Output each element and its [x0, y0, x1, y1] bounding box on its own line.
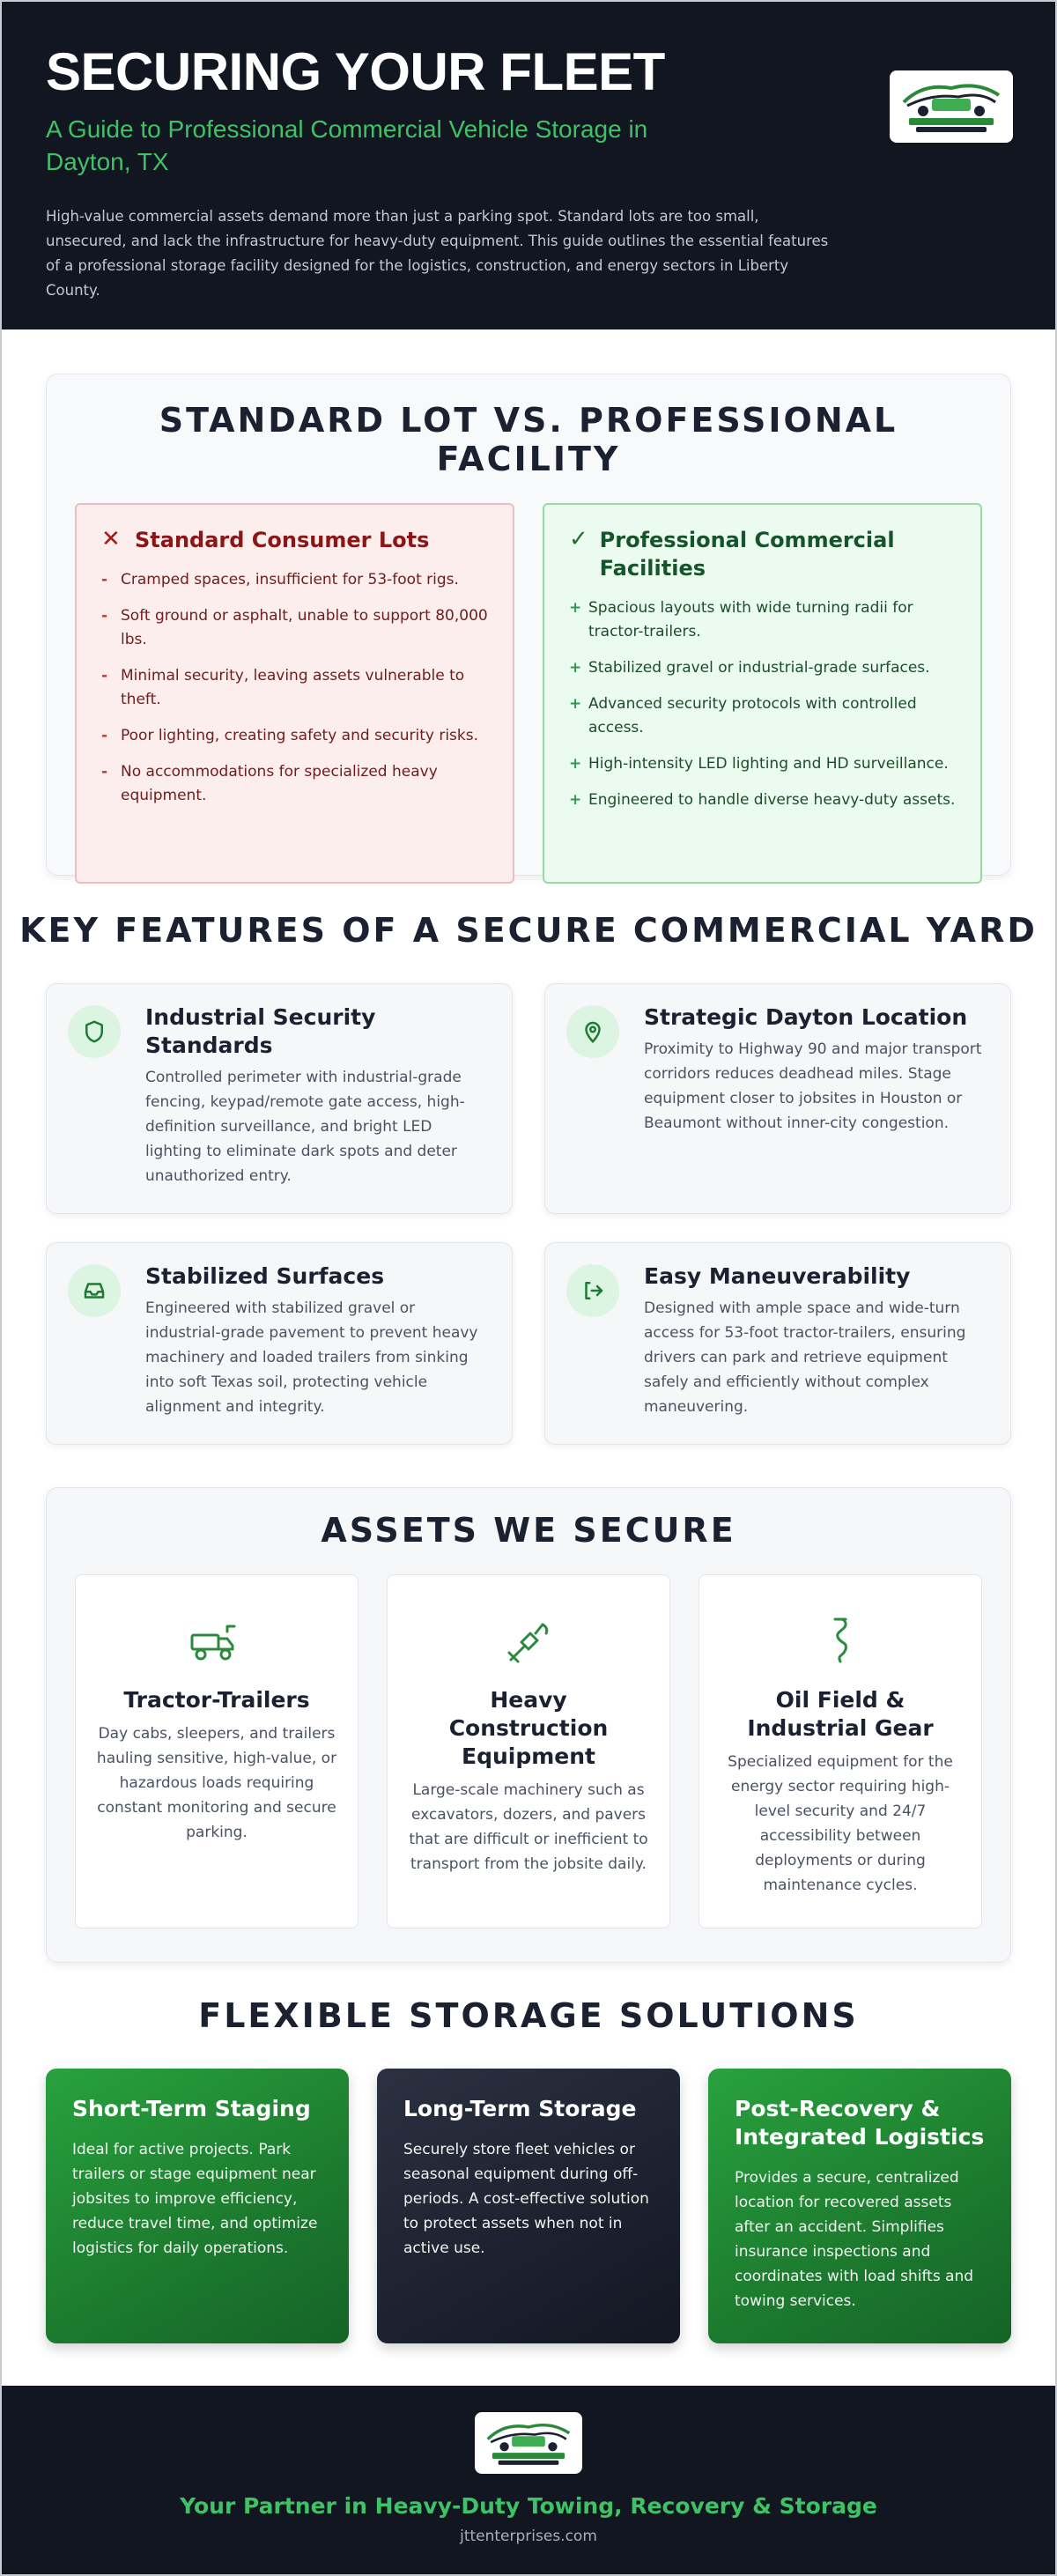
assets-title: ASSETS WE SECURE [321, 1511, 736, 1550]
professional-facilities-column [543, 503, 982, 884]
x-mark-icon: ✕ [101, 526, 121, 552]
jtt-towing-logo-icon [897, 76, 1006, 137]
dash-bullet: - [101, 607, 108, 625]
footer-url[interactable]: jttenterprises.com [460, 2528, 597, 2545]
oil-field-icon [719, 1616, 962, 1669]
feature-text: Proximity to Highway 90 and major transport corridors reduces deadhead miles. Stage equipment closer to jobsites in Houston or Beaumont without inner-city congestion. [644, 1040, 982, 1132]
list-item: + Advanced security protocols with controlled access. [569, 692, 956, 740]
list-item: - Soft ground or asphalt, unable to support 80,000 lbs. [101, 604, 488, 652]
footer-logo [475, 2412, 582, 2474]
log-in-icon [566, 1264, 619, 1317]
asset-card-tractor-trailers [75, 1574, 358, 1928]
solution-card-long-term [377, 2069, 680, 2343]
plus-bullet: + [569, 695, 582, 713]
feature-title: Stabilized Surfaces [145, 1263, 385, 1289]
list-item: + Stabilized gravel or industrial-grade surfaces. [569, 656, 956, 680]
assets-section [46, 1487, 1011, 1963]
feature-title: Easy Maneuverability [644, 1263, 911, 1289]
feature-title: Industrial Security Standards [145, 1004, 376, 1058]
solution-text: Securely store fleet vehicles or seasonal equipment during off-periods. A cost-effective solution to protect assets when not in active use. [403, 2141, 649, 2257]
plus-bullet: + [569, 791, 582, 809]
list-item: + Spacious layouts with wide turning radii for tractor-trailers. [569, 596, 956, 644]
professional-facilities-heading: Professional Commercial Facilities [599, 528, 895, 581]
list-item: - Cramped spaces, insufficient for 53-foot rigs. [101, 568, 488, 592]
plus-bullet: + [569, 755, 582, 773]
infographic-page [2, 2, 1055, 2574]
dash-bullet: - [101, 571, 108, 588]
dash-bullet: - [101, 727, 108, 744]
map-pin-icon [566, 1005, 619, 1058]
comparison-section [46, 374, 1011, 876]
list-item: + Engineered to handle diverse heavy-duty assets. [569, 788, 956, 812]
inbox-icon [68, 1264, 121, 1317]
feature-text: Engineered with stabilized gravel or industrial-grade pavement to prevent heavy machinery and loaded trailers from sinking into soft Texas soil, protecting vehicle alignment and integrity. [145, 1299, 478, 1416]
list-item: + High-intensity LED lighting and HD surveillance. [569, 752, 956, 776]
feature-title: Strategic Dayton Location [644, 1004, 968, 1030]
shield-icon [68, 1005, 121, 1058]
construction-equipment-icon [407, 1616, 650, 1669]
feature-card-location [544, 983, 1011, 1214]
comparison-title: STANDARD LOT VS. PROFESSIONAL FACILITY [159, 401, 898, 478]
list-item: - Minimal security, leaving assets vulnerable to theft. [101, 664, 488, 712]
plus-bullet: + [569, 599, 582, 617]
features-title: KEY FEATURES OF A SECURE COMMERCIAL YARD [19, 911, 1038, 950]
page-title: SECURING YOUR FLEET [46, 42, 665, 101]
standard-lots-column [75, 503, 514, 884]
asset-card-construction [387, 1574, 670, 1928]
asset-title: Tractor-Trailers [123, 1687, 310, 1713]
solution-text: Ideal for active projects. Park trailers or stage equipment near jobsites to improve efficiency, reduce travel time, and optimize logistics for daily operations. [72, 2141, 318, 2257]
standard-lots-heading: Standard Consumer Lots [135, 528, 430, 552]
feature-card-maneuverability [544, 1242, 1011, 1445]
company-logo [890, 70, 1013, 143]
tractor-trailer-icon [95, 1616, 338, 1669]
footer-tagline: Your Partner in Heavy-Duty Towing, Recovery & Storage [180, 2493, 877, 2519]
footer [2, 2386, 1055, 2574]
dash-bullet: - [101, 667, 108, 685]
storage-title: FLEXIBLE STORAGE SOLUTIONS [198, 1996, 859, 2035]
jtt-towing-logo-icon [481, 2417, 576, 2469]
feature-text: Controlled perimeter with industrial-grade fencing, keypad/remote gate access, high-definition surveillance, and bright LED lighting to eliminate dark spots and deter unauthorized entry. [145, 1069, 465, 1185]
dash-bullet: - [101, 763, 108, 781]
solution-title: Post-Recovery & Integrated Logistics [735, 2096, 985, 2150]
asset-text: Specialized equipment for the energy sector requiring high-level security and 24/7 accessibility between deployments or during maintenance cycles. [728, 1753, 953, 1894]
check-mark-icon: ✓ [569, 526, 588, 552]
list-item: - No accommodations for specialized heavy equipment. [101, 760, 488, 808]
hero-header [2, 2, 1055, 329]
solution-title: Long-Term Storage [403, 2096, 637, 2121]
asset-text: Large-scale machinery such as excavators, dozers, and pavers that are difficult or inefficient to transport from the jobsite daily. [409, 1781, 648, 1873]
feature-card-security [46, 983, 513, 1214]
asset-title: Oil Field & Industrial Gear [747, 1687, 934, 1741]
solution-text: Provides a secure, centralized location for recovered assets after an accident. Simplifies insurance inspections and coordinates with load shifts and towing services. [735, 2169, 974, 2310]
asset-card-oil-field [699, 1574, 982, 1928]
solution-card-post-recovery [708, 2069, 1011, 2343]
list-item: - Poor lighting, creating safety and security risks. [101, 724, 488, 748]
intro-paragraph: High-value commercial assets demand more than just a parking spot. Standard lots are too small, unsecured, and lack the infrastructure for heavy-duty equipment. This guide outlines the essential features of a professional storage facility designed for the logistics, construction, and energy sectors in Liberty County. [46, 208, 829, 299]
plus-bullet: + [569, 659, 582, 677]
solution-card-short-term [46, 2069, 349, 2343]
asset-text: Day cabs, sleepers, and trailers hauling sensitive, high-value, or hazardous loads requiring constant monitoring and secure parking. [96, 1725, 337, 1841]
feature-text: Designed with ample space and wide-turn access for 53-foot tractor-trailers, ensuring drivers can park and retrieve equipment safely and efficiently without complex maneuvering. [644, 1299, 966, 1416]
page-subtitle: A Guide to Professional Commercial Vehicle Storage in Dayton, TX [46, 115, 648, 175]
feature-card-surfaces [46, 1242, 513, 1445]
solution-title: Short-Term Staging [72, 2096, 311, 2121]
asset-title: Heavy Construction Equipment [448, 1687, 609, 1769]
